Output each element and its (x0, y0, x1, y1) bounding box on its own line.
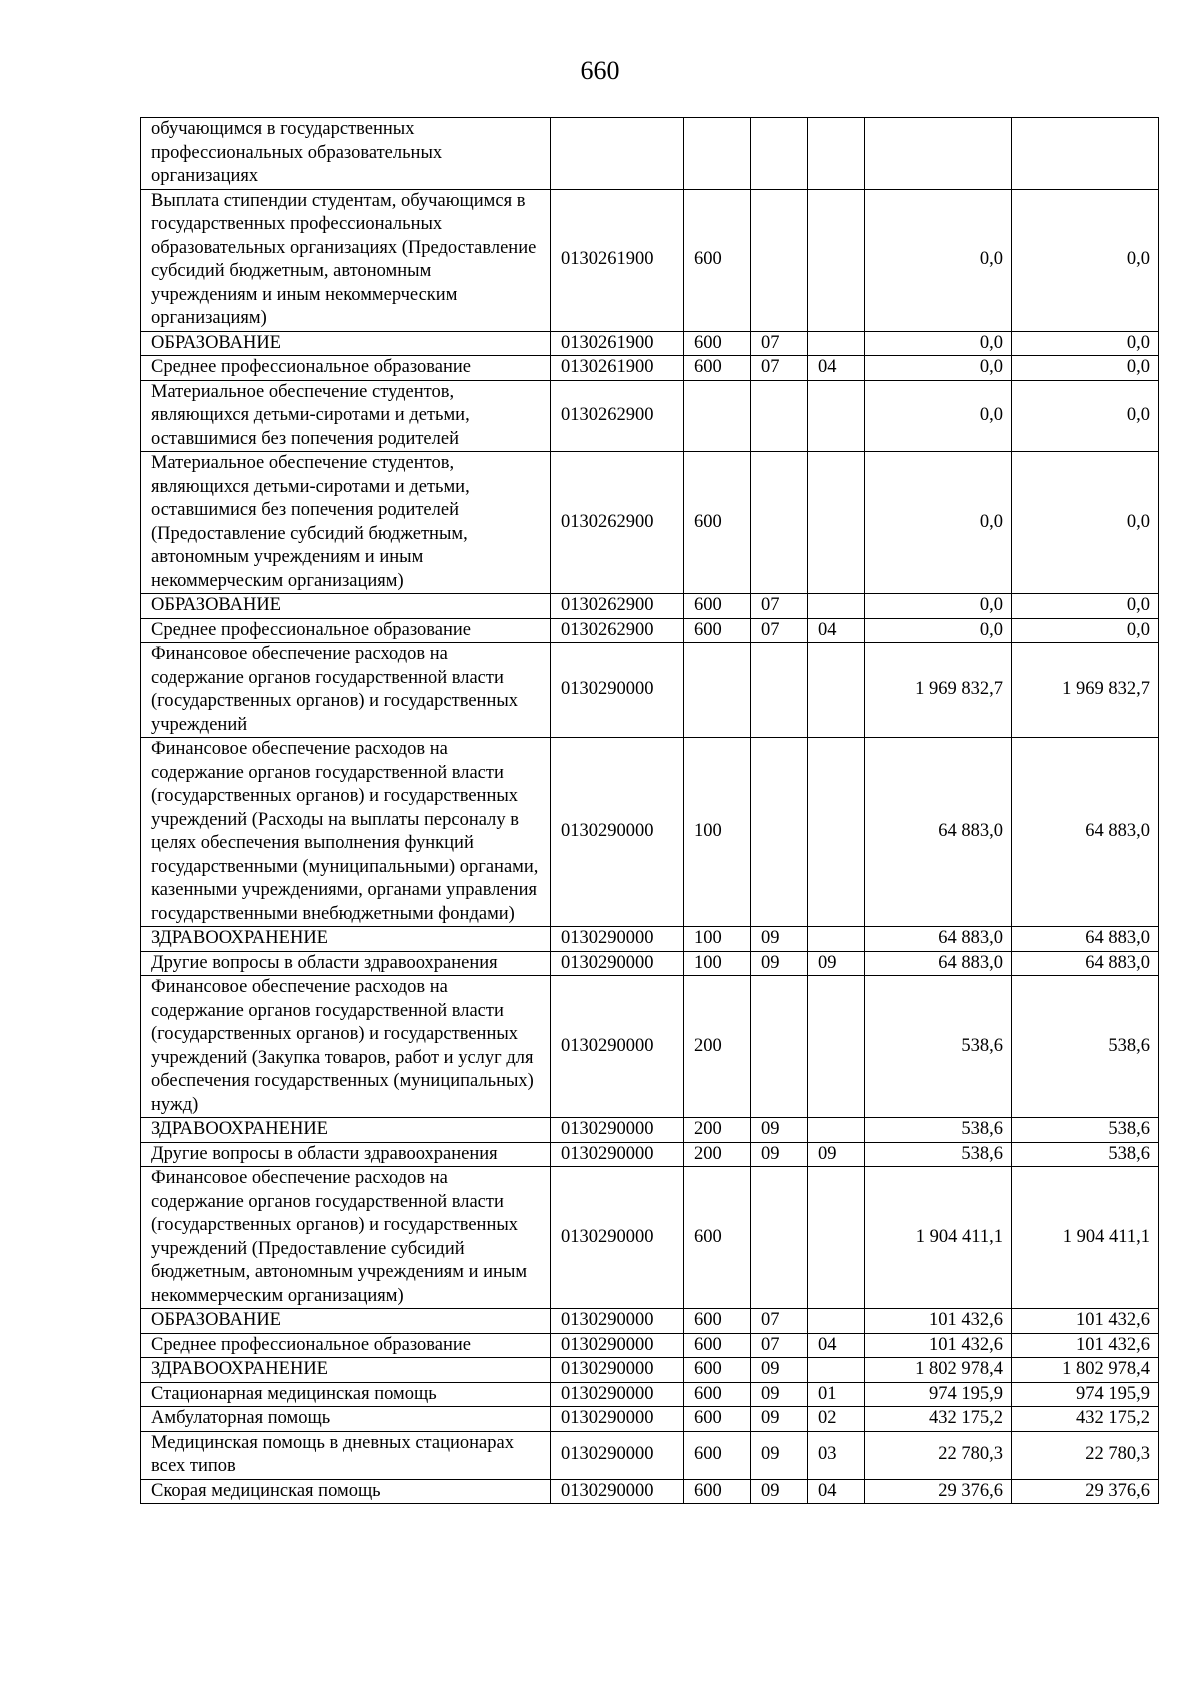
amount-year1-cell: 1 904 411,1 (865, 1167, 1012, 1309)
section-cell: 07 (751, 594, 808, 619)
table-row (141, 189, 1159, 331)
table-row (141, 643, 1159, 738)
row-name-cell: Амбулаторная помощь (141, 1407, 551, 1432)
target-code-cell: 0130290000 (551, 1407, 684, 1432)
subsection-cell: 01 (808, 1382, 865, 1407)
table-row (141, 1382, 1159, 1407)
expense-type-cell: 600 (684, 1382, 751, 1407)
target-code-cell: 0130290000 (551, 643, 684, 738)
row-name-cell: Скорая медицинская помощь (141, 1479, 551, 1504)
amount-year1-cell: 0,0 (865, 331, 1012, 356)
target-code-cell: 0130290000 (551, 1118, 684, 1143)
target-code-cell: 0130261900 (551, 356, 684, 381)
target-code-cell: 0130290000 (551, 1382, 684, 1407)
expense-type-cell: 600 (684, 189, 751, 331)
table-row (141, 1167, 1159, 1309)
table-row (141, 356, 1159, 381)
target-code-cell: 0130290000 (551, 1358, 684, 1383)
row-name-cell: Среднее профессиональное образование (141, 1333, 551, 1358)
subsection-cell (808, 452, 865, 594)
table-row (141, 452, 1159, 594)
target-code-cell: 0130290000 (551, 1167, 684, 1309)
amount-year1-cell: 1 969 832,7 (865, 643, 1012, 738)
target-code-cell: 0130290000 (551, 976, 684, 1118)
row-name-cell: Финансовое обеспечение расходов на содержание органов государственной власти (государственных органов) и государственных учреждений (Расходы на выплаты персоналу в целях обеспечения выполнения функций государственными (муниципальными) органами, казенными учреждениями, органами управления государственными внебюджетными фондами) (141, 738, 551, 927)
amount-year2-cell: 538,6 (1012, 1142, 1159, 1167)
table-row (141, 738, 1159, 927)
amount-year1-cell: 974 195,9 (865, 1382, 1012, 1407)
row-name-cell: Другие вопросы в области здравоохранения (141, 1142, 551, 1167)
table-row (141, 1333, 1159, 1358)
target-code-cell: 0130290000 (551, 1431, 684, 1479)
subsection-cell: 04 (808, 1333, 865, 1358)
amount-year1-cell: 64 883,0 (865, 951, 1012, 976)
target-code-cell: 0130290000 (551, 738, 684, 927)
expense-type-cell: 600 (684, 356, 751, 381)
section-cell: 09 (751, 1358, 808, 1383)
row-name-cell: Финансовое обеспечение расходов на содержание органов государственной власти (государственных органов) и государственных учреждений (Закупка товаров, работ и услуг для обеспечения государственных (муниципальных) нужд) (141, 976, 551, 1118)
section-cell: 07 (751, 356, 808, 381)
row-name-cell: Материальное обеспечение студентов, являющихся детьми-сиротами и детьми, оставшимися без попечения родителей (141, 380, 551, 452)
subsection-cell (808, 189, 865, 331)
amount-year1-cell: 538,6 (865, 1142, 1012, 1167)
amount-year1-cell: 538,6 (865, 1118, 1012, 1143)
section-cell: 09 (751, 951, 808, 976)
expense-type-cell (684, 118, 751, 190)
amount-year1-cell: 0,0 (865, 594, 1012, 619)
amount-year2-cell: 1 904 411,1 (1012, 1167, 1159, 1309)
section-cell (751, 643, 808, 738)
section-cell (751, 452, 808, 594)
subsection-cell: 02 (808, 1407, 865, 1432)
amount-year2-cell (1012, 118, 1159, 190)
table-row (141, 380, 1159, 452)
subsection-cell (808, 927, 865, 952)
target-code-cell: 0130262900 (551, 380, 684, 452)
subsection-cell: 03 (808, 1431, 865, 1479)
amount-year2-cell: 0,0 (1012, 594, 1159, 619)
row-name-cell: ЗДРАВООХРАНЕНИЕ (141, 1118, 551, 1143)
subsection-cell (808, 1167, 865, 1309)
subsection-cell: 09 (808, 1142, 865, 1167)
expense-type-cell: 100 (684, 738, 751, 927)
amount-year1-cell: 101 432,6 (865, 1309, 1012, 1334)
subsection-cell (808, 380, 865, 452)
section-cell (751, 738, 808, 927)
amount-year2-cell: 64 883,0 (1012, 951, 1159, 976)
expense-type-cell (684, 380, 751, 452)
amount-year1-cell: 0,0 (865, 189, 1012, 331)
table-row (141, 1309, 1159, 1334)
subsection-cell: 04 (808, 356, 865, 381)
section-cell (751, 380, 808, 452)
expense-type-cell (684, 643, 751, 738)
expense-type-cell: 600 (684, 452, 751, 594)
expense-type-cell: 600 (684, 331, 751, 356)
expense-type-cell: 200 (684, 1118, 751, 1143)
table-row (141, 976, 1159, 1118)
table-body (141, 118, 1159, 1504)
amount-year1-cell: 0,0 (865, 452, 1012, 594)
subsection-cell: 04 (808, 618, 865, 643)
table-row (141, 1407, 1159, 1432)
amount-year2-cell: 0,0 (1012, 452, 1159, 594)
subsection-cell (808, 331, 865, 356)
expense-type-cell: 600 (684, 1479, 751, 1504)
subsection-cell (808, 976, 865, 1118)
section-cell (751, 189, 808, 331)
subsection-cell (808, 594, 865, 619)
target-code-cell: 0130290000 (551, 927, 684, 952)
row-name-cell: Материальное обеспечение студентов, являющихся детьми-сиротами и детьми, оставшимися без попечения родителей (Предоставление субсидий бюджетным, автономным учреждениям и иным некоммерческим организациям) (141, 452, 551, 594)
section-cell: 07 (751, 1309, 808, 1334)
expense-type-cell: 600 (684, 1167, 751, 1309)
row-name-cell: Выплата стипендии студентам, обучающимся в государственных профессиональных образовательных организациях (Предоставление субсидий бюджетным, автономным учреждениям и иным некоммерческим организациям) (141, 189, 551, 331)
subsection-cell (808, 738, 865, 927)
expense-type-cell: 600 (684, 594, 751, 619)
target-code-cell: 0130262900 (551, 618, 684, 643)
row-name-cell: ЗДРАВООХРАНЕНИЕ (141, 1358, 551, 1383)
amount-year2-cell: 29 376,6 (1012, 1479, 1159, 1504)
amount-year2-cell: 0,0 (1012, 331, 1159, 356)
section-cell (751, 118, 808, 190)
row-name-cell: обучающимся в государственных профессиональных образовательных организациях (141, 118, 551, 190)
target-code-cell: 0130262900 (551, 594, 684, 619)
amount-year2-cell: 538,6 (1012, 976, 1159, 1118)
target-code-cell: 0130290000 (551, 951, 684, 976)
target-code-cell: 0130290000 (551, 1142, 684, 1167)
row-name-cell: ОБРАЗОВАНИЕ (141, 1309, 551, 1334)
section-cell: 09 (751, 1118, 808, 1143)
amount-year2-cell: 101 432,6 (1012, 1309, 1159, 1334)
amount-year2-cell: 0,0 (1012, 189, 1159, 331)
page-number: 660 (580, 56, 620, 85)
expense-type-cell: 600 (684, 1407, 751, 1432)
target-code-cell (551, 118, 684, 190)
amount-year1-cell: 101 432,6 (865, 1333, 1012, 1358)
row-name-cell: Другие вопросы в области здравоохранения (141, 951, 551, 976)
amount-year1-cell: 64 883,0 (865, 738, 1012, 927)
expense-type-cell: 100 (684, 951, 751, 976)
table-row (141, 951, 1159, 976)
amount-year2-cell: 1 802 978,4 (1012, 1358, 1159, 1383)
section-cell: 09 (751, 1142, 808, 1167)
row-name-cell: Финансовое обеспечение расходов на содержание органов государственной власти (государственных органов) и государственных учреждений (141, 643, 551, 738)
amount-year2-cell: 64 883,0 (1012, 738, 1159, 927)
amount-year1-cell: 1 802 978,4 (865, 1358, 1012, 1383)
row-name-cell: Стационарная медицинская помощь (141, 1382, 551, 1407)
table-row (141, 594, 1159, 619)
expense-type-cell: 100 (684, 927, 751, 952)
target-code-cell: 0130290000 (551, 1479, 684, 1504)
row-name-cell: ОБРАЗОВАНИЕ (141, 331, 551, 356)
row-name-cell: Финансовое обеспечение расходов на содержание органов государственной власти (государственных органов) и государственных учреждений (Предоставление субсидий бюджетным, автономным учреждениям и иным некоммерческим организациям) (141, 1167, 551, 1309)
row-name-cell: Среднее профессиональное образование (141, 356, 551, 381)
section-cell: 07 (751, 618, 808, 643)
target-code-cell: 0130261900 (551, 331, 684, 356)
expense-type-cell: 600 (684, 1309, 751, 1334)
section-cell: 07 (751, 331, 808, 356)
section-cell: 09 (751, 1431, 808, 1479)
row-name-cell: Медицинская помощь в дневных стационарах всех типов (141, 1431, 551, 1479)
section-cell: 09 (751, 927, 808, 952)
expense-type-cell: 600 (684, 618, 751, 643)
expense-type-cell: 600 (684, 1431, 751, 1479)
amount-year2-cell: 101 432,6 (1012, 1333, 1159, 1358)
table-row (141, 1142, 1159, 1167)
section-cell: 09 (751, 1479, 808, 1504)
table-row (141, 1479, 1159, 1504)
section-cell: 07 (751, 1333, 808, 1358)
row-name-cell: ЗДРАВООХРАНЕНИЕ (141, 927, 551, 952)
subsection-cell (808, 1309, 865, 1334)
table-row (141, 1118, 1159, 1143)
amount-year1-cell: 0,0 (865, 618, 1012, 643)
amount-year2-cell: 432 175,2 (1012, 1407, 1159, 1432)
amount-year2-cell: 0,0 (1012, 380, 1159, 452)
subsection-cell (808, 1358, 865, 1383)
amount-year1-cell (865, 118, 1012, 190)
amount-year2-cell: 1 969 832,7 (1012, 643, 1159, 738)
target-code-cell: 0130290000 (551, 1309, 684, 1334)
table-row (141, 118, 1159, 190)
amount-year1-cell: 432 175,2 (865, 1407, 1012, 1432)
amount-year1-cell: 64 883,0 (865, 927, 1012, 952)
section-cell: 09 (751, 1407, 808, 1432)
target-code-cell: 0130261900 (551, 189, 684, 331)
expense-type-cell: 200 (684, 1142, 751, 1167)
amount-year2-cell: 0,0 (1012, 618, 1159, 643)
row-name-cell: ОБРАЗОВАНИЕ (141, 594, 551, 619)
subsection-cell (808, 643, 865, 738)
expense-type-cell: 600 (684, 1358, 751, 1383)
target-code-cell: 0130262900 (551, 452, 684, 594)
subsection-cell: 09 (808, 951, 865, 976)
amount-year2-cell: 22 780,3 (1012, 1431, 1159, 1479)
amount-year1-cell: 0,0 (865, 380, 1012, 452)
table-row (141, 927, 1159, 952)
section-cell: 09 (751, 1382, 808, 1407)
section-cell (751, 976, 808, 1118)
row-name-cell: Среднее профессиональное образование (141, 618, 551, 643)
section-cell (751, 1167, 808, 1309)
amount-year1-cell: 538,6 (865, 976, 1012, 1118)
table-row (141, 618, 1159, 643)
amount-year1-cell: 22 780,3 (865, 1431, 1012, 1479)
amount-year2-cell: 974 195,9 (1012, 1382, 1159, 1407)
expense-type-cell: 200 (684, 976, 751, 1118)
amount-year1-cell: 0,0 (865, 356, 1012, 381)
table-row (141, 1358, 1159, 1383)
table-row (141, 1431, 1159, 1479)
amount-year2-cell: 0,0 (1012, 356, 1159, 381)
target-code-cell: 0130290000 (551, 1333, 684, 1358)
table-row (141, 331, 1159, 356)
subsection-cell (808, 1118, 865, 1143)
subsection-cell (808, 118, 865, 190)
amount-year2-cell: 538,6 (1012, 1118, 1159, 1143)
expense-type-cell: 600 (684, 1333, 751, 1358)
amount-year1-cell: 29 376,6 (865, 1479, 1012, 1504)
budget-table (140, 117, 1159, 1504)
amount-year2-cell: 64 883,0 (1012, 927, 1159, 952)
subsection-cell: 04 (808, 1479, 865, 1504)
